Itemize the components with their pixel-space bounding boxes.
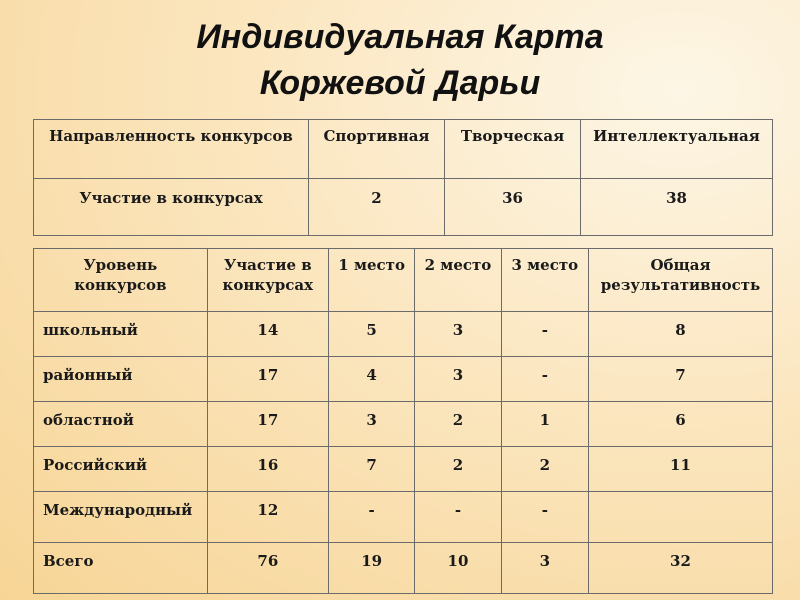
table-cell: 32 <box>588 543 772 594</box>
table-cell: 3 <box>328 402 414 447</box>
table-row <box>34 402 773 447</box>
table-cell: 2 <box>415 447 501 492</box>
table-cell: 2 <box>501 447 588 492</box>
table-row <box>34 179 773 236</box>
table-row <box>34 312 773 357</box>
table-cell: школьный <box>34 312 208 357</box>
header-cell: Уровень конкурсов <box>34 249 208 312</box>
table-cell: Международный <box>34 492 208 543</box>
competition-level-table <box>33 248 773 594</box>
table-cell: 17 <box>207 357 328 402</box>
table-cell: 36 <box>445 179 581 236</box>
table-cell: 6 <box>588 402 772 447</box>
table-cell: - <box>501 492 588 543</box>
table-cell: 19 <box>328 543 414 594</box>
header-cell: 3 место <box>501 249 588 312</box>
table-cell: 10 <box>415 543 501 594</box>
table-cell: 11 <box>588 447 772 492</box>
competition-direction-table <box>33 119 773 236</box>
table-cell: 12 <box>207 492 328 543</box>
table-row <box>34 543 773 594</box>
table-cell: областной <box>34 402 208 447</box>
table-cell: Всего <box>34 543 208 594</box>
header-cell: Направленность конкурсов <box>34 120 309 179</box>
table-cell: 2 <box>309 179 445 236</box>
table-cell: 7 <box>328 447 414 492</box>
table-cell: 3 <box>415 312 501 357</box>
table-cell: 5 <box>328 312 414 357</box>
table-row <box>34 447 773 492</box>
table-row <box>34 492 773 543</box>
table-header-row <box>34 120 773 179</box>
page-title <box>0 14 800 106</box>
table-cell: 2 <box>415 402 501 447</box>
table-cell: - <box>415 492 501 543</box>
title-line-1: Индивидуальная Карта <box>196 18 604 56</box>
table-cell: 17 <box>207 402 328 447</box>
table-cell: Участие в конкурсах <box>34 179 309 236</box>
header-cell: 1 место <box>328 249 414 312</box>
table-cell: 3 <box>501 543 588 594</box>
table-cell: 4 <box>328 357 414 402</box>
table-cell: 76 <box>207 543 328 594</box>
header-cell: Творческая <box>445 120 581 179</box>
table-cell: районный <box>34 357 208 402</box>
table-cell: - <box>501 357 588 402</box>
table-cell: 16 <box>207 447 328 492</box>
table-cell: 38 <box>581 179 773 236</box>
table-cell: 7 <box>588 357 772 402</box>
header-cell: Интеллектуальная <box>581 120 773 179</box>
header-cell: Участие в конкурсах <box>207 249 328 312</box>
table-cell: - <box>501 312 588 357</box>
header-cell: 2 место <box>415 249 501 312</box>
table-cell: 3 <box>415 357 501 402</box>
title-line-2: Коржевой Дарьи <box>259 64 541 102</box>
table-cell: 8 <box>588 312 772 357</box>
header-cell: Спортивная <box>309 120 445 179</box>
table-cell: - <box>328 492 414 543</box>
table-cell: 14 <box>207 312 328 357</box>
table-row <box>34 357 773 402</box>
table-cell: Российский <box>34 447 208 492</box>
table-cell <box>588 492 772 543</box>
header-cell: Общая результативность <box>588 249 772 312</box>
table-cell: 1 <box>501 402 588 447</box>
table-header-row <box>34 249 773 312</box>
